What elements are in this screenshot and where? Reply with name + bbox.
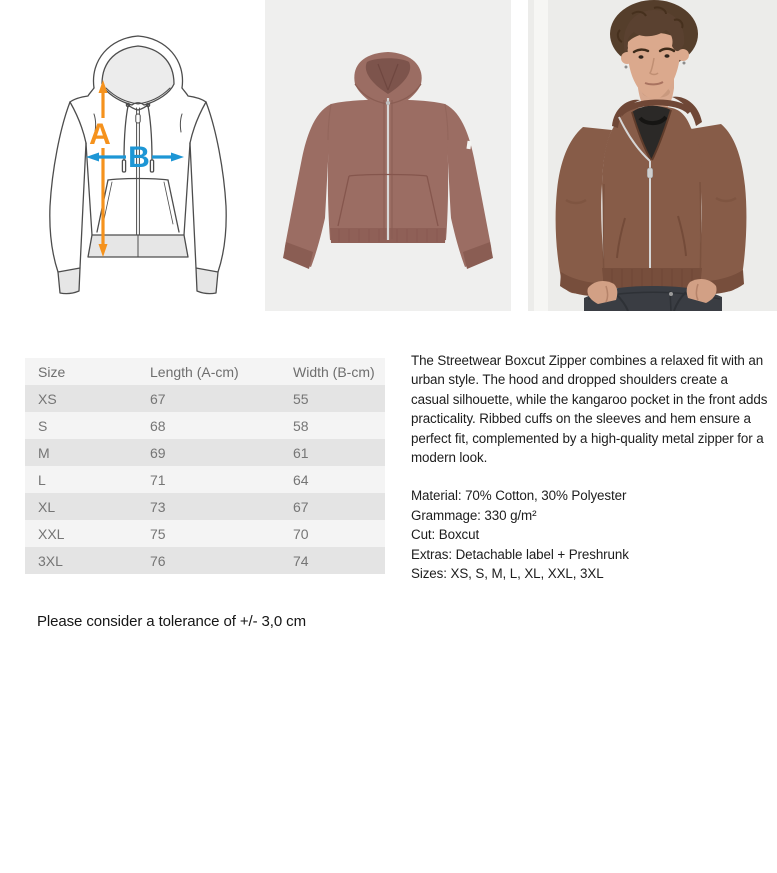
- earring: [625, 66, 628, 69]
- hoodie-model-photo: [528, 0, 777, 311]
- table-row: [25, 412, 385, 439]
- left-cuff: [58, 268, 80, 294]
- col-header-length: Length (A-cm): [150, 363, 239, 380]
- cell-size: XXL: [38, 525, 65, 542]
- product-description: [411, 351, 769, 583]
- cell-length: 67: [150, 390, 166, 407]
- col-header-size: Size: [38, 363, 66, 380]
- measure-arrow-a: [99, 80, 108, 257]
- col-header-width: Width (B-cm): [293, 363, 375, 380]
- zipper: [136, 108, 140, 257]
- size-table: [25, 358, 385, 574]
- hoodie-flat-photo: [265, 0, 511, 311]
- measure-label-b: B: [128, 141, 150, 174]
- measure-label-a: A: [89, 118, 111, 151]
- cell-size: L: [38, 471, 46, 488]
- product-photo-flat[interactable]: [265, 0, 511, 311]
- cell-width: 61: [293, 444, 309, 461]
- spec-cut: Cut: Boxcut: [411, 527, 480, 543]
- table-row: [25, 466, 385, 493]
- table-row: [25, 385, 385, 412]
- table-header-row: [25, 358, 385, 385]
- description-paragraph: The Streetwear Boxcut Zipper combines a relaxed fit with an urban style. The hood and dropped shoulders create a casual silhouette, while the kangaroo pocket in the front adds practicality. Ribbed cuffs on the sleeves and hem ensure a perfect fit, complemented by a high-quality metal zipper for a modern look.: [411, 353, 768, 466]
- cell-size: XL: [38, 498, 56, 515]
- table-row: [25, 520, 385, 547]
- spec-material: Material: 70% Cotton, 30% Polyester: [411, 488, 627, 504]
- cell-width: 74: [293, 552, 309, 569]
- kangaroo-pocket: [97, 179, 179, 233]
- cell-width: 70: [293, 525, 309, 542]
- hood-inner: [102, 46, 174, 105]
- earring: [683, 62, 686, 65]
- cell-length: 69: [150, 444, 166, 461]
- cell-width: 55: [293, 390, 309, 407]
- cell-length: 76: [150, 552, 166, 569]
- spec-grammage: Grammage: 330 g/m²: [411, 507, 537, 523]
- spec-sizes: Sizes: XS, S, M, L, XL, XXL, 3XL: [411, 566, 604, 582]
- table-row: [25, 493, 385, 520]
- cell-size: 3XL: [38, 552, 63, 569]
- cell-length: 75: [150, 525, 166, 542]
- cell-size: XS: [38, 390, 57, 407]
- table-row: [25, 547, 385, 574]
- table-row: [25, 439, 385, 466]
- tolerance-note: Please consider a tolerance of +/- 3,0 cm: [37, 613, 306, 630]
- product-photo-model[interactable]: [528, 0, 777, 311]
- hoodie-measurement-diagram-icon: [22, 10, 262, 300]
- cell-length: 68: [150, 417, 166, 434]
- cell-size: S: [38, 417, 48, 434]
- cell-width: 67: [293, 498, 309, 515]
- cell-length: 71: [150, 471, 166, 488]
- cell-length: 73: [150, 498, 166, 515]
- cell-width: 58: [293, 417, 309, 434]
- cell-size: M: [38, 444, 50, 461]
- right-cuff: [196, 268, 218, 294]
- cell-width: 64: [293, 471, 309, 488]
- spec-extras: Extras: Detachable label + Preshrunk: [411, 546, 629, 562]
- size-diagram-panel: [0, 0, 265, 311]
